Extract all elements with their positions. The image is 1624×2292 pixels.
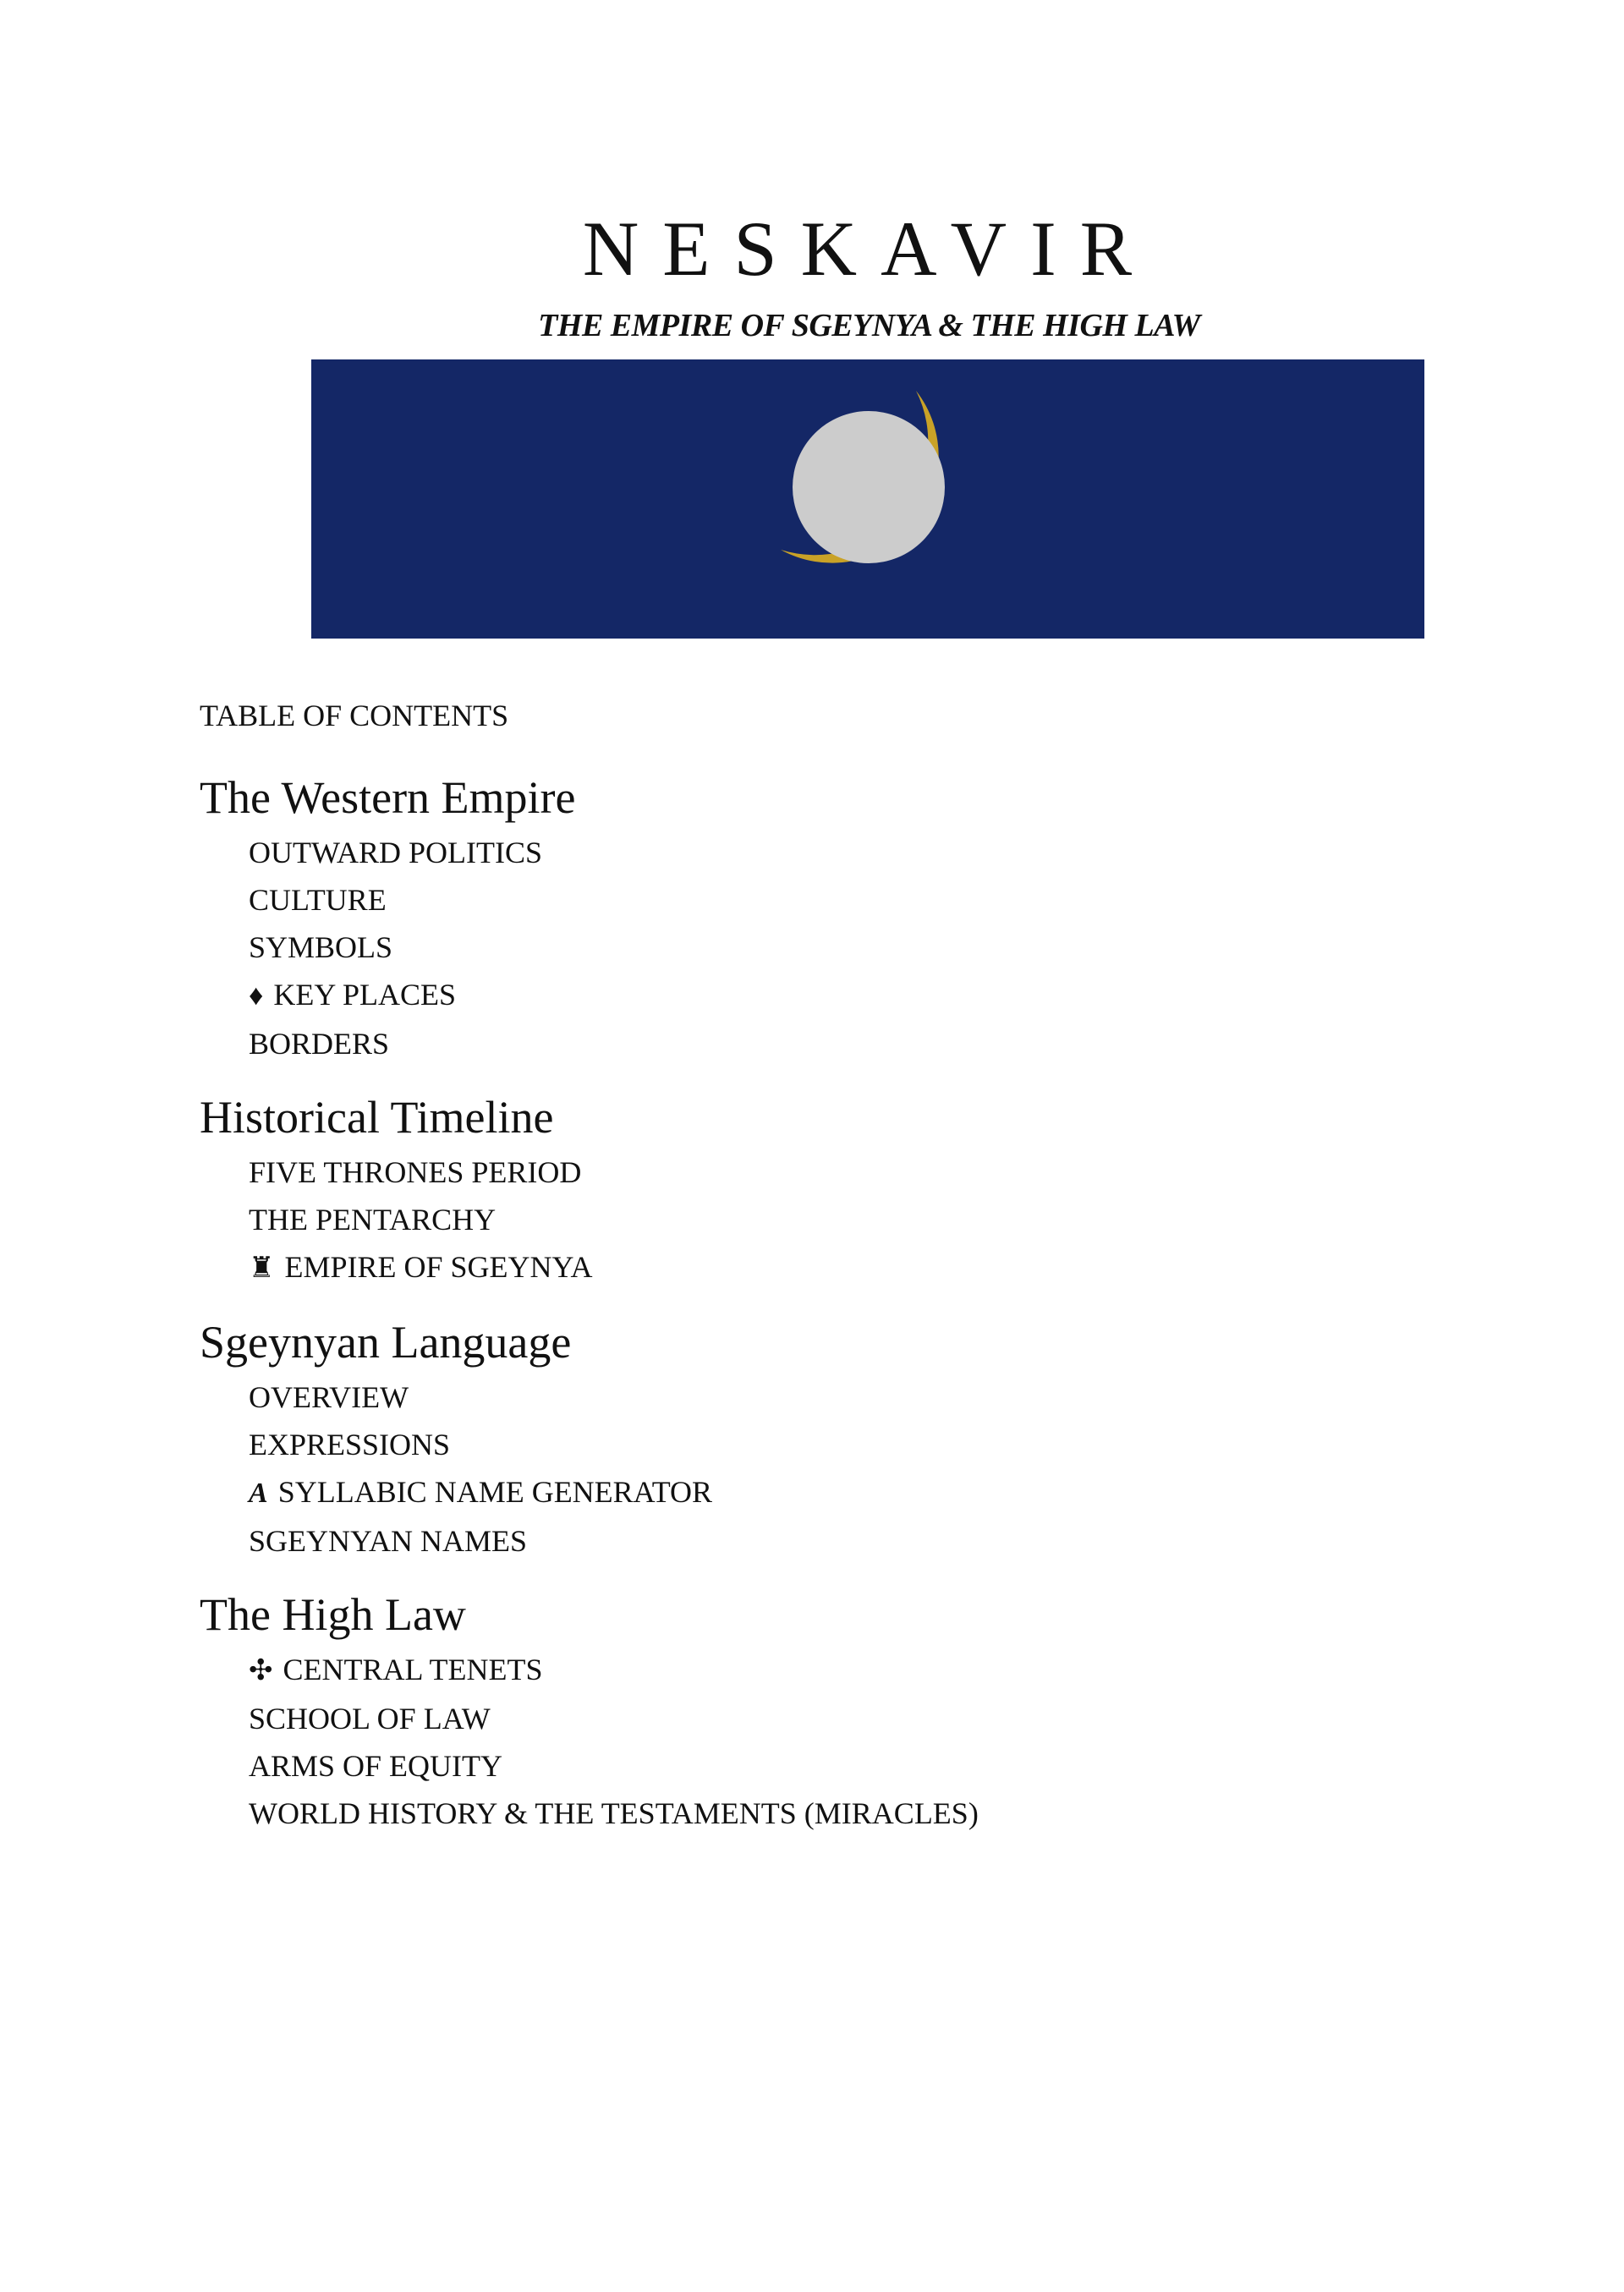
toc-section: [200, 1583, 1468, 1837]
toc-item-label: CENTRAL TENETS: [283, 1653, 543, 1686]
toc-section-title[interactable]: The High Law: [200, 1589, 466, 1640]
toc-item-label: SYMBOLS: [249, 930, 393, 964]
toc-item[interactable]: [200, 924, 1468, 971]
toc-item[interactable]: [200, 1742, 1468, 1790]
toc-item-label: THE PENTARCHY: [249, 1203, 497, 1236]
moon-crescent-emblem: [311, 359, 1424, 639]
toc-item[interactable]: [200, 1468, 1468, 1517]
toc-item[interactable]: [200, 876, 1468, 924]
moon-disc: [793, 411, 945, 563]
script-a-icon: A: [249, 1478, 268, 1509]
toc-section-title[interactable]: The Western Empire: [200, 772, 576, 823]
toc-item-list: [200, 1374, 1468, 1565]
toc-item[interactable]: [200, 1243, 1468, 1292]
toc-item-label: WORLD HISTORY & THE TESTAMENTS (MIRACLES): [249, 1796, 979, 1830]
page-subtitle: THE EMPIRE OF SGEYNYA & THE HIGH LAW: [538, 308, 1200, 343]
toc-item[interactable]: [200, 1020, 1468, 1067]
toc-item[interactable]: [200, 1149, 1468, 1196]
toc-item[interactable]: [200, 1646, 1468, 1695]
toc-item-label: EXPRESSIONS: [249, 1428, 451, 1461]
toc-item-label: KEY PLACES: [273, 978, 457, 1012]
toc-item-label: BORDERS: [249, 1027, 390, 1061]
flag-banner: [311, 359, 1424, 639]
toc-item-label: ARMS OF EQUITY: [249, 1749, 503, 1783]
toc-item-list: [200, 1646, 1468, 1837]
toc-item-label: OUTWARD POLITICS: [249, 836, 542, 869]
toc-item-list: [200, 829, 1468, 1067]
toc-section-title[interactable]: Sgeynyan Language: [200, 1317, 572, 1368]
toc-item-label: SGEYNYAN NAMES: [249, 1524, 528, 1558]
toc-item-label: EMPIRE OF SGEYNYA: [284, 1250, 593, 1284]
page-title: NESKAVIR: [582, 206, 1156, 292]
rook-icon: ♜: [249, 1253, 275, 1284]
toc-item[interactable]: [200, 1790, 1468, 1837]
toc-item[interactable]: [200, 829, 1468, 876]
toc-section-title[interactable]: Historical Timeline: [200, 1092, 554, 1143]
toc-item[interactable]: [200, 971, 1468, 1020]
toc-item-label: SCHOOL OF LAW: [249, 1702, 491, 1735]
toc-section: [200, 766, 1468, 1067]
toc-section: [200, 1311, 1468, 1565]
toc-heading: TABLE OF CONTENTS: [200, 699, 509, 732]
toc-item-label: OVERVIEW: [249, 1380, 409, 1414]
toc-item[interactable]: [200, 1517, 1468, 1565]
toc-item-label: FIVE THRONES PERIOD: [249, 1155, 582, 1189]
four-petal-cross-icon: ✣: [249, 1655, 273, 1686]
toc-item[interactable]: [200, 1374, 1468, 1421]
toc-item[interactable]: [200, 1695, 1468, 1742]
diamond-icon: ♦: [249, 980, 264, 1012]
toc-item[interactable]: [200, 1196, 1468, 1243]
toc-item[interactable]: [200, 1421, 1468, 1468]
toc-section: [200, 1086, 1468, 1292]
toc-item-label: CULTURE: [249, 883, 387, 917]
table-of-contents: [200, 766, 1468, 1856]
toc-item-list: [200, 1149, 1468, 1292]
toc-item-label: SYLLABIC NAME GENERATOR: [277, 1475, 713, 1509]
